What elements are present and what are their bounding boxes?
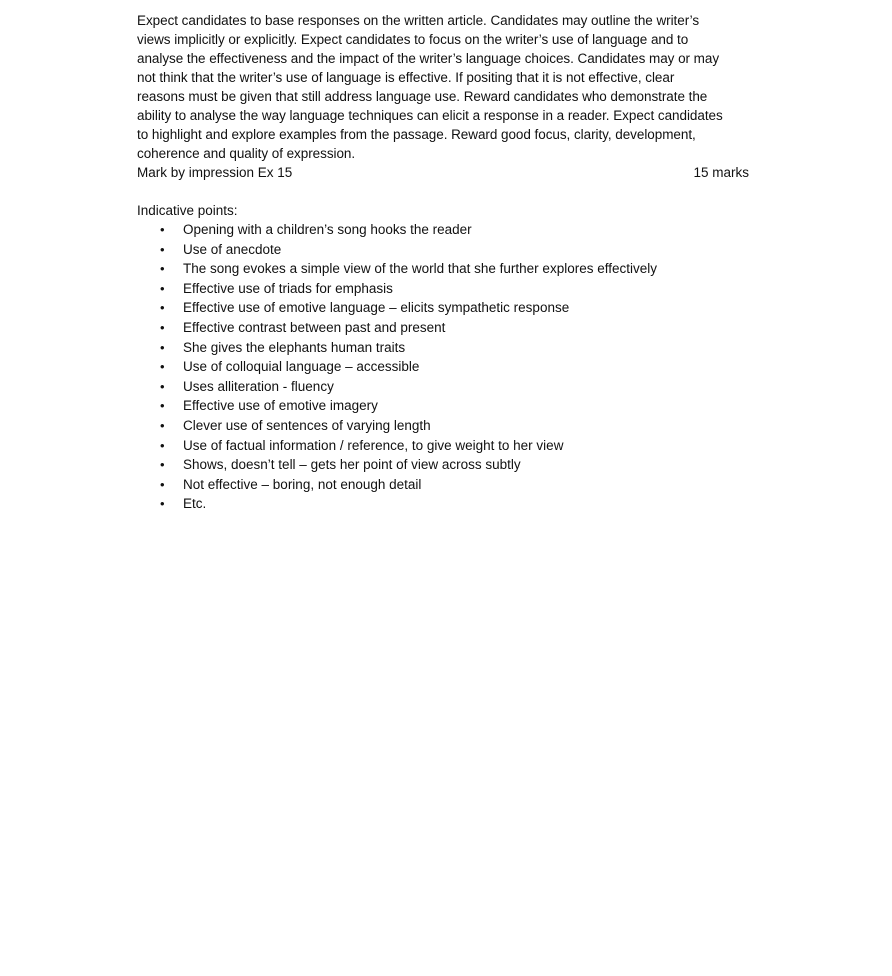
intro-line: not think that the writer’s use of language is effective. If positing that it is not effective, clear [137, 70, 675, 85]
intro-line: to highlight and explore examples from the passage. Reward good focus, clarity, development, [137, 127, 696, 142]
point-text: Effective use of triads for emphasis [183, 280, 393, 296]
list-item [137, 298, 762, 318]
point-text: Not effective – boring, not enough detail [183, 476, 422, 492]
bullet-icon: • [160, 300, 165, 316]
list-item [137, 377, 762, 397]
bullet-icon: • [160, 319, 165, 335]
intro-line: reasons must be given that still address language use. Reward candidates who demonstrate the [137, 89, 708, 104]
intro-line: coherence and quality of expression. [137, 146, 356, 161]
point-text: Etc. [183, 496, 207, 512]
intro-line: analyse the effectiveness and the impact of the writer’s language choices. Candidates may or may [137, 51, 720, 66]
bullet-icon: • [160, 222, 165, 237]
point-text: Use of colloquial language – accessible [183, 359, 420, 375]
list-item [137, 455, 762, 475]
intro-line: ability to analyse the way language techniques can elicit a response in a reader. Expect candidates [137, 108, 723, 123]
list-item [137, 279, 762, 299]
point-text: Effective use of emotive imagery [183, 398, 378, 414]
marking-method: Mark by impression Ex 15 [137, 165, 293, 180]
point-text: Effective contrast between past and present [183, 319, 446, 335]
marks-total: 15 marks [693, 165, 749, 180]
bullet-icon: • [160, 496, 165, 512]
bullet-icon: • [160, 241, 165, 257]
point-text: Use of factual information / reference, to give weight to her view [183, 437, 564, 453]
bullet-icon: • [160, 359, 165, 375]
list-item [137, 318, 762, 338]
point-text: Effective use of emotive language – elicits sympathetic response [183, 300, 570, 316]
bullet-icon: • [160, 280, 165, 296]
list-item [137, 240, 762, 260]
bullet-icon: • [160, 378, 165, 394]
list-item [137, 338, 762, 358]
bullet-icon: • [160, 417, 165, 433]
point-text: Use of anecdote [183, 241, 282, 257]
bullet-icon: • [160, 437, 165, 453]
list-item [137, 357, 762, 377]
list-item [137, 494, 762, 514]
indicative-points-list [137, 220, 762, 514]
point-text: She gives the elephants human traits [183, 339, 406, 355]
bullet-icon: • [160, 457, 165, 473]
point-text: Shows, doesn’t tell – gets her point of view across subtly [183, 457, 521, 473]
bullet-icon: • [160, 339, 165, 355]
list-item [137, 220, 762, 240]
list-item [137, 436, 762, 456]
intro-line: Expect candidates to base responses on the written article. Candidates may outline the writer’s [137, 13, 700, 28]
marking-row [137, 163, 749, 182]
point-text: Opening with a children’s song hooks the reader [183, 222, 472, 237]
list-item [137, 475, 762, 495]
list-item [137, 259, 762, 279]
point-text: The song evokes a simple view of the world that she further explores effectively [183, 261, 657, 277]
indicative-points-heading: Indicative points: [137, 203, 238, 218]
list-item [137, 416, 762, 436]
point-text: Clever use of sentences of varying length [183, 417, 431, 433]
list-item [137, 396, 762, 416]
point-text: Uses alliteration - fluency [183, 378, 334, 394]
bullet-icon: • [160, 476, 165, 492]
mark-scheme-page [137, 11, 762, 514]
bullet-icon: • [160, 261, 165, 277]
intro-line: views implicitly or explicitly. Expect candidates to focus on the writer’s use of language and to [137, 32, 689, 47]
intro-paragraph [137, 11, 762, 163]
bullet-icon: • [160, 398, 165, 414]
